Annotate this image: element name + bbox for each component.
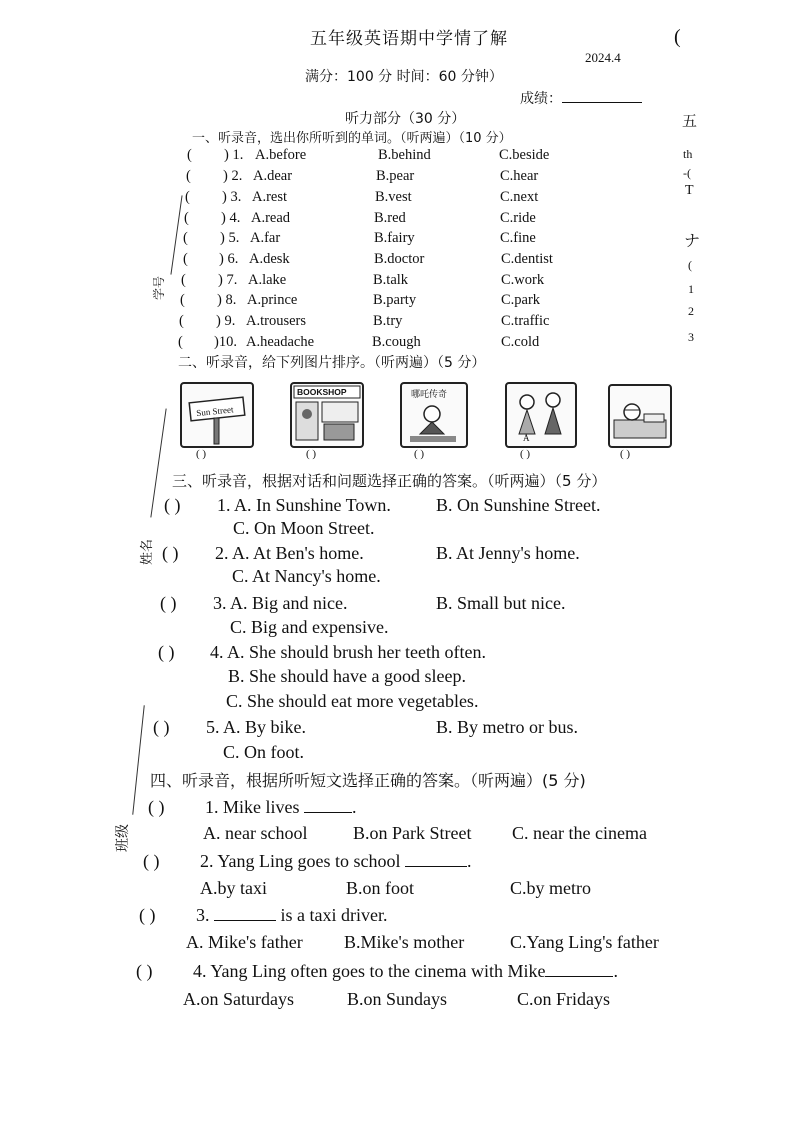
children-icon — [507, 384, 575, 446]
picture-paren[interactable]: ( ) — [414, 448, 425, 460]
s1-option-b: B.talk — [373, 272, 409, 288]
s1-option-b: B.fairy — [374, 230, 415, 246]
section3-heading: 三、听录音，根据对话和问题选择正确的答案。（听两遍）（5 分） — [172, 472, 607, 490]
s1-item-number: ) 5. — [220, 230, 240, 246]
s4-q1-blank[interactable] — [304, 812, 352, 813]
s1-item-number: ) 1. — [224, 147, 244, 163]
s1-answer-paren[interactable]: ( — [183, 230, 188, 246]
s1-option-c: C.dentist — [501, 251, 553, 267]
cutoff-char: T — [685, 183, 694, 198]
s1-option-a: A.desk — [249, 251, 290, 267]
cutoff-char: 1 — [688, 282, 694, 296]
s3-q3-paren[interactable]: ( ) — [160, 593, 177, 613]
cutoff-char: 2 — [688, 304, 694, 318]
s3-q5-option-b: B. By metro or bus. — [436, 717, 578, 737]
s1-answer-paren[interactable]: ( — [179, 313, 184, 329]
grade-row — [520, 88, 642, 108]
s1-option-b: B.party — [373, 292, 417, 308]
s1-answer-paren[interactable]: ( — [183, 251, 188, 267]
s4-q2-blank[interactable] — [405, 866, 467, 867]
s1-option-a: A.far — [250, 230, 281, 246]
picture-sun-street — [180, 382, 254, 448]
s4-q3-option-a: A. Mike's father — [186, 932, 303, 952]
s3-q3-option-a: 3. A. Big and nice. — [213, 593, 348, 613]
s4-q3-paren[interactable]: ( ) — [139, 905, 156, 925]
s4-q2-paren[interactable]: ( ) — [143, 851, 160, 871]
s4-q1-option-b: B.on Park Street — [353, 823, 472, 843]
s1-item-number: ) 2. — [223, 168, 243, 184]
s3-q4-paren[interactable]: ( ) — [158, 642, 175, 662]
s4-q2-option-c: C.by metro — [510, 878, 591, 898]
s3-q3-option-b: B. Small but nice. — [436, 593, 566, 613]
s1-option-a: A.headache — [246, 334, 315, 350]
sign-text: BOOKSHOP — [297, 387, 347, 397]
s1-option-a: A.before — [255, 147, 307, 163]
s3-q1-paren[interactable]: ( ) — [164, 495, 181, 515]
s1-option-a: A.prince — [247, 292, 298, 308]
s1-option-c: C.cold — [501, 334, 540, 350]
s4-q1-option-a: A. near school — [203, 823, 308, 843]
score-info: 满分：100 分 时间：60 分钟） — [305, 69, 503, 85]
s3-q1-option-b: B. On Sunshine Street. — [436, 495, 601, 515]
section4-heading: 四、听录音，根据所听短文选择正确的答案。（听两遍）(5 分) — [150, 771, 586, 790]
s4-q4-option-a: A.on Saturdays — [183, 989, 294, 1009]
cutoff-char: ( — [688, 258, 692, 272]
s4-q4-stem-post: . — [613, 961, 618, 981]
s1-option-b: B.red — [374, 210, 406, 226]
s1-item-number: ) 4. — [221, 210, 241, 226]
s1-item-number: ) 9. — [216, 313, 236, 329]
bed-icon — [610, 386, 670, 446]
s4-q4-stem-pre: 4. Yang Ling often goes to the cinema with Mike — [193, 961, 546, 981]
s1-option-a: A.rest — [252, 189, 288, 205]
s4-q2-option-a: A.by taxi — [200, 878, 267, 898]
s1-answer-paren[interactable]: ( — [185, 189, 190, 205]
street-sign-icon — [182, 384, 252, 446]
s1-answer-paren[interactable]: ( — [187, 147, 192, 163]
s4-q1-stem-post: . — [352, 797, 357, 817]
s1-option-a: A.read — [251, 210, 291, 226]
s1-option-c: C.beside — [499, 147, 550, 163]
s1-item-number: ) 8. — [217, 292, 237, 308]
s1-answer-paren[interactable]: ( — [181, 272, 186, 288]
s1-option-b: B.try — [373, 313, 403, 329]
picture-children — [505, 382, 577, 448]
picture-paren[interactable]: ( ) — [196, 448, 207, 460]
s1-answer-paren[interactable]: ( — [184, 210, 189, 226]
s3-q2-option-c: C. At Nancy's home. — [232, 566, 381, 586]
picture-paren[interactable]: ( ) — [306, 448, 317, 460]
s1-option-b: B.pear — [376, 168, 415, 184]
s3-q2-option-a: 2. A. At Ben's home. — [215, 543, 364, 563]
cutoff-char: th — [683, 147, 693, 161]
s4-q2-stem — [200, 851, 472, 872]
s4-q3-stem-post: is a taxi driver. — [280, 905, 388, 925]
s4-q4-paren[interactable]: ( ) — [136, 961, 153, 981]
s3-q2-paren[interactable]: ( ) — [162, 543, 179, 563]
picture-letter: A — [523, 433, 530, 443]
poster-title: 哪吒传奇 — [411, 390, 448, 400]
s4-q2-stem-post: . — [467, 851, 472, 871]
s1-option-c: C.work — [501, 272, 545, 288]
student-no-label: 学号 — [152, 275, 166, 300]
s1-option-b: B.behind — [378, 147, 431, 163]
s1-option-c: C.ride — [500, 210, 536, 226]
s1-answer-paren[interactable]: ( — [180, 292, 185, 308]
s3-q4-option-c: C. She should eat more vegetables. — [226, 691, 479, 711]
sign-text: Sun Street — [195, 404, 234, 419]
s3-q4-option-b: B. She should have a good sleep. — [228, 666, 466, 686]
corner-paren: ( — [674, 26, 681, 48]
margin-line — [170, 195, 182, 274]
s1-item-number: )10. — [214, 334, 237, 350]
s1-item-number: ) 3. — [222, 189, 242, 205]
picture-bookshop — [290, 382, 364, 448]
s3-q3-option-c: C. Big and expensive. — [230, 617, 389, 637]
s4-q3-stem-pre: 3. — [196, 905, 210, 925]
s4-q1-option-c: C. near the cinema — [512, 823, 647, 843]
margin-line — [132, 705, 144, 815]
bookshop-icon — [292, 384, 362, 446]
picture-paren[interactable]: ( ) — [520, 448, 531, 460]
s3-q4-option-a: 4. A. She should brush her teeth often. — [210, 642, 486, 662]
s4-q3-blank[interactable] — [214, 920, 276, 921]
s1-option-c: C.next — [500, 189, 539, 205]
s3-q5-paren[interactable]: ( ) — [153, 717, 170, 737]
s4-q2-option-b: B.on foot — [346, 878, 415, 898]
listening-title: 听力部分（30 分） — [345, 111, 466, 127]
s4-q1-stem-pre: 1. Mike lives — [205, 797, 300, 817]
grade-label: 成绩： — [520, 91, 562, 107]
s1-answer-paren[interactable]: ( — [178, 334, 183, 350]
s1-option-b: B.cough — [372, 334, 421, 350]
s1-item-number: ) 7. — [218, 272, 238, 288]
s1-option-c: C.traffic — [501, 313, 550, 329]
poster-icon — [402, 384, 466, 446]
name-label: 姓名 — [140, 538, 155, 565]
s1-option-c: C.park — [501, 292, 541, 308]
section2-heading: 二、听录音，给下列图片排序。（听两遍）（5 分） — [178, 355, 486, 371]
s4-q4-option-c: C.on Fridays — [517, 989, 611, 1009]
cutoff-char: ナ — [684, 231, 701, 250]
cutoff-char: 3 — [688, 330, 694, 344]
picture-paren[interactable]: ( ) — [620, 448, 631, 460]
s3-q5-option-a: 5. A. By bike. — [206, 717, 307, 737]
s1-option-b: B.doctor — [374, 251, 425, 267]
s4-q1-paren[interactable]: ( ) — [148, 797, 165, 817]
picture-sick-in-bed — [608, 384, 672, 448]
exam-title: 五年级英语期中学情了解 — [310, 29, 508, 49]
s3-q2-option-b: B. At Jenny's home. — [436, 543, 580, 563]
s4-q3-option-c: C.Yang Ling's father — [510, 932, 659, 952]
grade-blank[interactable] — [562, 102, 642, 103]
s1-option-a: A.lake — [248, 272, 287, 288]
s3-q1-option-c: C. On Moon Street. — [233, 518, 375, 538]
class-label: 班级 — [115, 824, 131, 852]
exam-date: 2024.4 — [585, 50, 621, 65]
s4-q3-stem — [196, 905, 387, 926]
s3-q5-option-c: C. On foot. — [223, 742, 304, 762]
cutoff-char: 五 — [682, 112, 698, 130]
s4-q4-stem — [193, 961, 618, 982]
picture-nezha-poster — [400, 382, 468, 448]
s1-option-c: C.fine — [500, 230, 536, 246]
s3-q1-option-a: 1. A. In Sunshine Town. — [217, 495, 391, 515]
s1-option-a: A.dear — [253, 168, 293, 184]
s1-answer-paren[interactable]: ( — [186, 168, 191, 184]
section1-heading: 一、听录音，选出你所听到的单词。（听两遍）（10 分） — [192, 131, 512, 146]
s4-q4-option-b: B.on Sundays — [347, 989, 448, 1009]
s4-q2-stem-pre: 2. Yang Ling goes to school — [200, 851, 401, 871]
s1-option-b: B.vest — [375, 189, 412, 205]
s4-q1-stem — [205, 797, 357, 818]
s1-option-c: C.hear — [500, 168, 539, 184]
cutoff-char: -( — [683, 166, 691, 180]
s4-q4-blank[interactable] — [545, 976, 613, 977]
s1-option-a: A.trousers — [246, 313, 307, 329]
s4-q3-option-b: B.Mike's mother — [344, 932, 465, 952]
s1-item-number: ) 6. — [219, 251, 239, 267]
